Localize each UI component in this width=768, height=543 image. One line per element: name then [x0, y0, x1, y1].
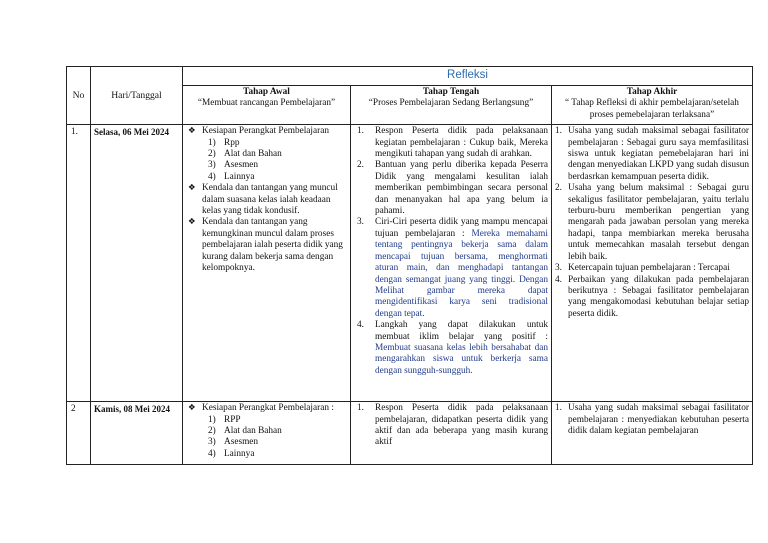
list-item: 1) RPP [208, 414, 241, 425]
list-item: ❖ Kendala dan tantangan yang muncul dalam suasana kelas ialah keadaan kelas yang tidak kondusif. [186, 183, 347, 217]
list-item: 4) Lainnya [208, 171, 255, 182]
header-tahap-tengah: Tahap Tengah “Proses Pembelajaran Sedang Berlangsung” [351, 86, 552, 125]
table-row [67, 402, 753, 465]
list-item: 2. Usaha yang belum maksimal : Sebagai guru sekaligus fasilitator pembelajaran, yaitu terlalu terburu-buru memberikan pengertian yang mengarah pada jawaban persolan yang mereka hadapi, tanpa membiarkan mereka berusaha untuk memecahkan masalah tersebut dengan lebih baik. [555, 183, 749, 262]
list-item: 3. Ketercapain tujuan pembelajaran : Tercapai [555, 263, 730, 274]
cell-tahap-akhir [552, 125, 753, 402]
cell-tahap-akhir [552, 402, 753, 465]
row-number: 2 [67, 402, 91, 465]
list-item: 2. Bantuan yang perlu diberika kepada Peserra Didik yang mengalami kesulitan ialah memberikan pembimbingan secara personal dan menanyakan hal apa yang belum ia pahami. [357, 160, 548, 217]
list-item: 1. Usaha yang sudah maksimal sebagai fasilitator pembelajaran : Sebagai guru saya memfasilitasi siswa untuk kegiatan pemebelajaran hari ini dengan menyediakan LKPD yang sudah disusun berdasrkan kemampuan peserta didik. [555, 126, 749, 182]
list-item: 4) Lainnya [208, 448, 255, 459]
reflection-table [66, 66, 753, 465]
list-item: 2) Alat dan Bahan [208, 426, 282, 437]
list-item: ❖ Kendala dan tantangan yang kemungkinan muncul dalam proses pembelajaran ialah peserta didik yang kurang dalam bekerja sama dengan kelompoknya. [186, 217, 347, 274]
header-tahap-awal: Tahap Awal “Membuat rancangan Pembelajaran” [183, 86, 351, 125]
table-row [67, 125, 753, 402]
list-item: 1) Rpp [208, 137, 240, 148]
list-item: 3. Ciri-Ciri peserta didik yang mampu mencapai tujuan pembelajaran : Mereka memahami tentang pentingnya bekerja sama dalam mencapai tujuan bersama, menghormati aturan main, dan menghadapi tantangan dengan semangat juang yang tinggi. Dengan Melihat gambar mereka dapat mengidentifikasi karya seni tradisional dengan tepat. [357, 217, 548, 319]
cell-tahap-tengah [351, 402, 552, 465]
list-item: 1. Usaha yang sudah maksimal sebagai fasilitator pembelajaran : menyediakan kebutuhan peserta didik dalam kegiatan pembelajaran [555, 403, 749, 437]
row-number: 1. [67, 125, 91, 402]
cell-tahap-tengah [351, 125, 552, 402]
header-date: Hari/Tanggal [91, 67, 183, 125]
row-date: Kamis, 08 Mei 2024 [91, 402, 183, 465]
header-no: No [67, 67, 91, 125]
list-item: 1. Respon Peserta didik pada pelaksanaan kegiatan pembelajaran : Cukup baik, Mereka mengikuti tahapan yang sudah di arahkan. [357, 126, 548, 160]
list-item: 3) Asesmen [208, 160, 259, 171]
cell-tahap-awal [183, 402, 351, 465]
list-item: ❖ Kesiapan Perangkat Pembelajaran : 1) RPP 2) Alat dan Bahan 3) Asesmen 4) Lainnya [186, 403, 347, 460]
list-item: ❖ Kesiapan Perangkat Pembelajaran 1) Rpp 2) Alat dan Bahan 3) Asesmen 4) Lainnya [186, 126, 347, 183]
list-item: 1. Respon Peserta didik pada pelaksanaan pembelajaran, didapatkan peserta didik yang aktif dan ada beberapa yang masih kurang aktif [357, 403, 548, 448]
list-item: 2) Alat dan Bahan [208, 149, 282, 160]
list-item: 4. Langkah yang dapat dilakukan untuk membuat iklim belajar yang positif : Membuat suasana kelas lebih bersahabat dan mengarahkan siswa untuk berkerja sama dengan sungguh-sungguh. [357, 320, 548, 376]
header-tahap-akhir: Tahap Akhir “ Tahap Refleksi di akhir pembelajaran/setelah proses pemebelajaran terlaksana” [552, 86, 753, 125]
cell-tahap-awal [183, 125, 351, 402]
list-item: 3) Asesmen [208, 437, 259, 448]
table-title: Refleksi [183, 67, 753, 86]
list-item: 4. Perbaikan yang dilakukan pada pembelajaran berikutnya : Sebagai fasilitator pembelajaran yang mengakomodasi kebutuhan belajar setiap peserta didik. [555, 274, 749, 319]
row-date: Selasa, 06 Mei 2024 [91, 125, 183, 402]
